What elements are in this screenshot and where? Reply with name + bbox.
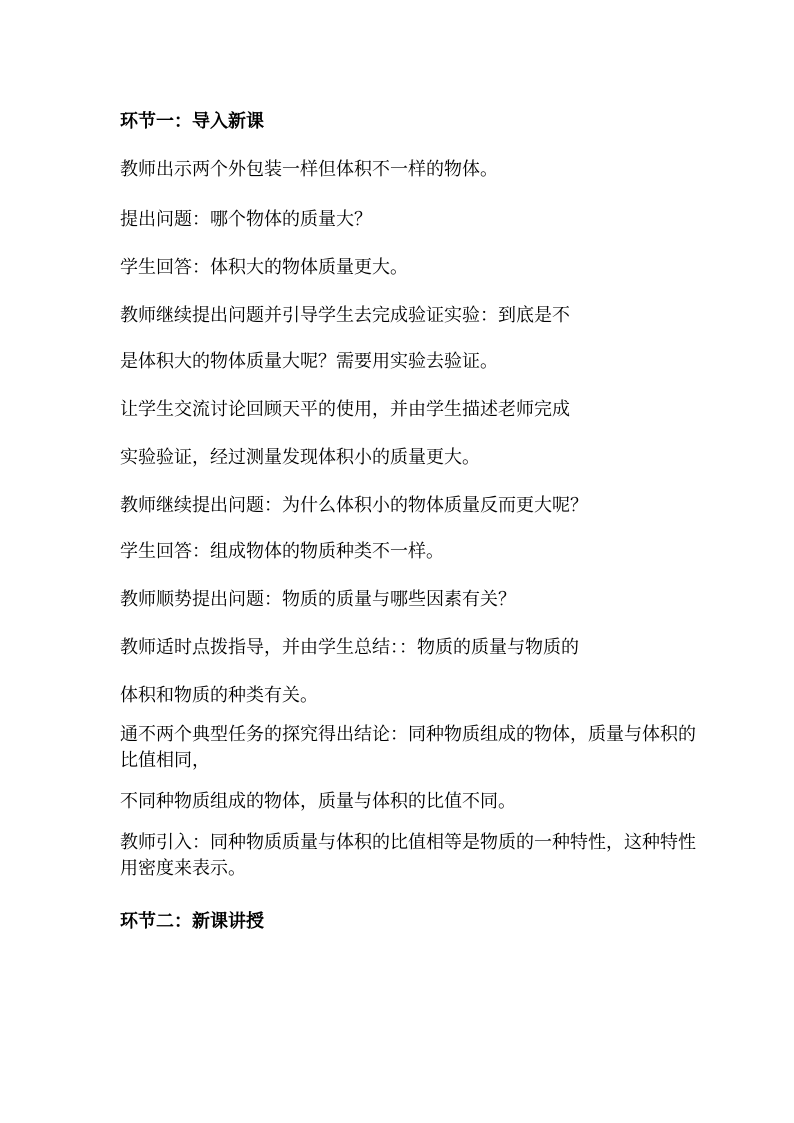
- paragraph-14: 不同种物质组成的物体，质量与体积的比值不同。: [120, 791, 516, 812]
- paragraph-5: 是体积大的物体质量大呢？需要用实验去验证。: [120, 351, 498, 372]
- paragraph-10: 教师顺势提出问题：物质的质量与哪些因素有关？: [120, 589, 516, 610]
- paragraph-1: 教师出示两个外包装一样但体积不一样的物体。: [120, 159, 498, 180]
- paragraph-8: 教师继续提出问题：为什么体积小的物体质量反而更大呢？: [120, 495, 588, 516]
- paragraph-2: 提出问题：哪个物体的质量大？: [120, 209, 372, 230]
- paragraph-6: 让学生交流讨论回顾天平的使用，并由学生描述老师完成: [120, 399, 570, 420]
- paragraph-7: 实验验证，经过测量发现体积小的质量更大。: [120, 447, 480, 468]
- paragraph-4: 教师继续提出问题并引导学生去完成验证实验：到底是不: [120, 305, 570, 326]
- section-heading-1: 环节一：导入新课: [120, 111, 264, 132]
- section-heading-2: 环节二：新课讲授: [120, 911, 264, 932]
- paragraph-15: 教师引入：同种物质质量与体积的比值相等是物质的一种特性，这种特性用密度来表示。: [120, 832, 696, 879]
- paragraph-3: 学生回答：体积大的物体质量更大。: [120, 257, 408, 278]
- paragraph-11: 教师适时点拨指导，并由学生总结：：物质的质量与物质的: [120, 637, 579, 658]
- paragraph-13: 通不两个典型任务的探究得出结论：同种物质组成的物体，质量与体积的比值相同，: [120, 724, 696, 771]
- paragraph-9: 学生回答：组成物体的物质种类不一样。: [120, 541, 444, 562]
- paragraph-12: 体积和物质的种类有关。: [120, 685, 318, 706]
